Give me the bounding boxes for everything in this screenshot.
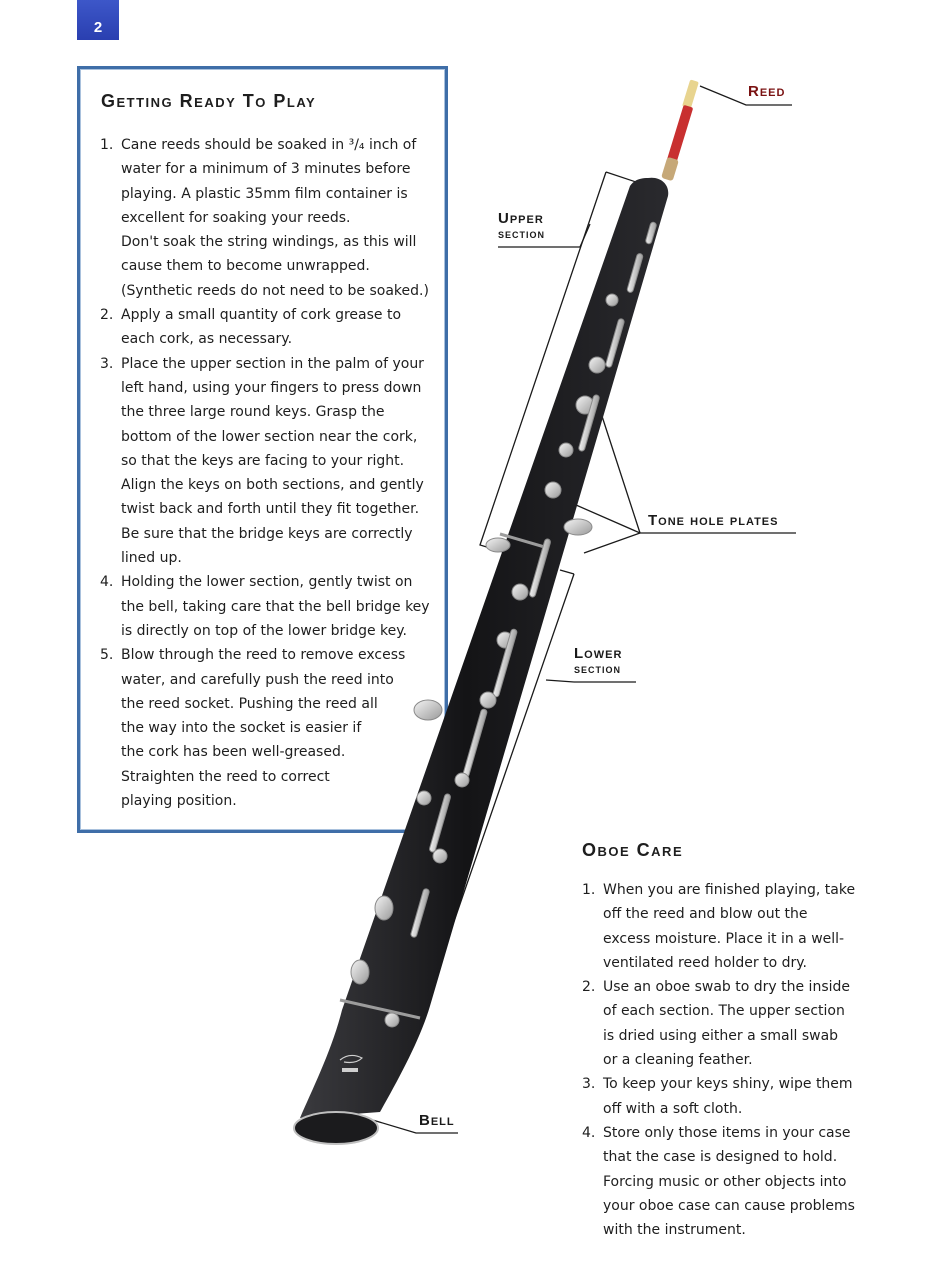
step-text-line: Straighten the reed to correct — [121, 768, 330, 785]
step-text-line: Holding the lower section, gently twist on — [121, 574, 413, 591]
step-text-line: Use an oboe swab to dry the inside — [603, 979, 851, 996]
step-number: 4. — [100, 574, 114, 591]
list-item — [582, 878, 856, 975]
step-text-line: Blow through the reed to remove excess — [121, 647, 406, 664]
lower-section-label-line1: Lower — [574, 645, 623, 662]
step-text-line: lined up. — [121, 550, 182, 567]
step-text-line: water for a minimum of 3 minutes before — [121, 161, 411, 178]
oboe-care-title: Oboe Care — [582, 840, 684, 860]
getting-ready-title: Getting Ready To Play — [101, 91, 317, 111]
step-text-line: is dried using either a small swab — [603, 1027, 839, 1044]
step-text-line: the way into the socket is easier if — [121, 720, 362, 737]
step-text-line: your oboe case can cause problems — [603, 1197, 855, 1214]
step-text-line: excess moisture. Place it in a well- — [603, 930, 845, 947]
step-text-line: Don't soak the string windings, as this will — [121, 234, 417, 251]
step-text-line: the three large round keys. Grasp the — [121, 404, 385, 421]
step-text-line: playing position. — [121, 793, 237, 810]
upper-section-label-line2: section — [498, 226, 546, 241]
step-text-line: each cork, as necessary. — [121, 331, 293, 348]
step-number: 1. — [100, 137, 114, 153]
step-number: 4. — [582, 1124, 596, 1141]
step-text-line: that the case is designed to hold. — [603, 1149, 838, 1166]
step-number: 5. — [100, 647, 114, 664]
step-text-line: ventilated reed holder to dry. — [603, 954, 807, 971]
step-text-line: with the instrument. — [603, 1222, 746, 1239]
tone-hole-plates-label: Tone hole plates — [648, 512, 779, 529]
step-text-line: of each section. The upper section — [603, 1003, 845, 1020]
step-text-line: Store only those items in your case — [603, 1124, 851, 1141]
step-text-line: off with a soft cloth. — [603, 1100, 743, 1117]
reed-drawing — [661, 79, 699, 181]
step-text-line: Apply a small quantity of cork grease to — [121, 307, 402, 324]
list-item — [582, 1121, 855, 1242]
step-text-line: (Synthetic reeds do not need to be soaked.) — [121, 282, 429, 299]
step-text-line: the bell, taking care that the bell bridge key — [121, 598, 430, 615]
upper-section-label — [498, 211, 545, 241]
step-text-line: Place the upper section in the palm of your — [121, 355, 424, 372]
step-text-line: the cork has been well-greased. — [121, 744, 346, 761]
step-text-line: playing. A plastic 35mm film container is — [121, 185, 408, 202]
step-number: 1. — [582, 882, 596, 898]
step-number: 3. — [100, 355, 114, 372]
reed-label: Reed — [748, 83, 786, 100]
step-text-line: the reed socket. Pushing the reed all — [121, 695, 378, 712]
step-text-line: Be sure that the bridge keys are correctly — [121, 525, 413, 542]
step-text-line: twist back and forth until they fit together. — [121, 501, 420, 518]
oboe-care-steps — [582, 878, 856, 1242]
list-item — [582, 975, 855, 1072]
step-text-line: To keep your keys shiny, wipe them — [603, 1076, 853, 1093]
lower-section-label-line2: section — [574, 661, 622, 676]
step-text-line: off the reed and blow out the — [603, 906, 808, 923]
step-text-line: cause them to become unwrapped. — [121, 258, 370, 275]
page-number: 2 — [93, 19, 103, 36]
list-item — [582, 1072, 855, 1121]
step-text-line: so that the keys are facing to your right. — [121, 452, 405, 469]
step-text-line: Align the keys on both sections, and gently — [121, 477, 424, 494]
lower-section-label — [574, 646, 622, 676]
upper-section-label-line1: Upper — [498, 210, 544, 227]
bell-label: Bell — [419, 1112, 455, 1129]
step-text-line: water, and carefully push the reed into — [121, 671, 394, 688]
step-text-line: left hand, using your fingers to press down — [121, 379, 422, 396]
step-text-line: is directly on top of the lower bridge key. — [121, 622, 407, 639]
step-text-line: Cane reeds should be soaked in ³/₄ inch of — [121, 137, 417, 153]
step-number: 2. — [582, 979, 596, 996]
step-number: 3. — [582, 1076, 596, 1093]
step-number: 2. — [100, 307, 114, 324]
step-text-line: excellent for soaking your reeds. — [121, 209, 351, 226]
step-text-line: or a cleaning feather. — [603, 1052, 753, 1069]
step-text-line: bottom of the lower section near the cork, — [121, 428, 418, 445]
step-text-line: When you are finished playing, take — [603, 882, 856, 898]
step-text-line: Forcing music or other objects into — [603, 1173, 847, 1190]
